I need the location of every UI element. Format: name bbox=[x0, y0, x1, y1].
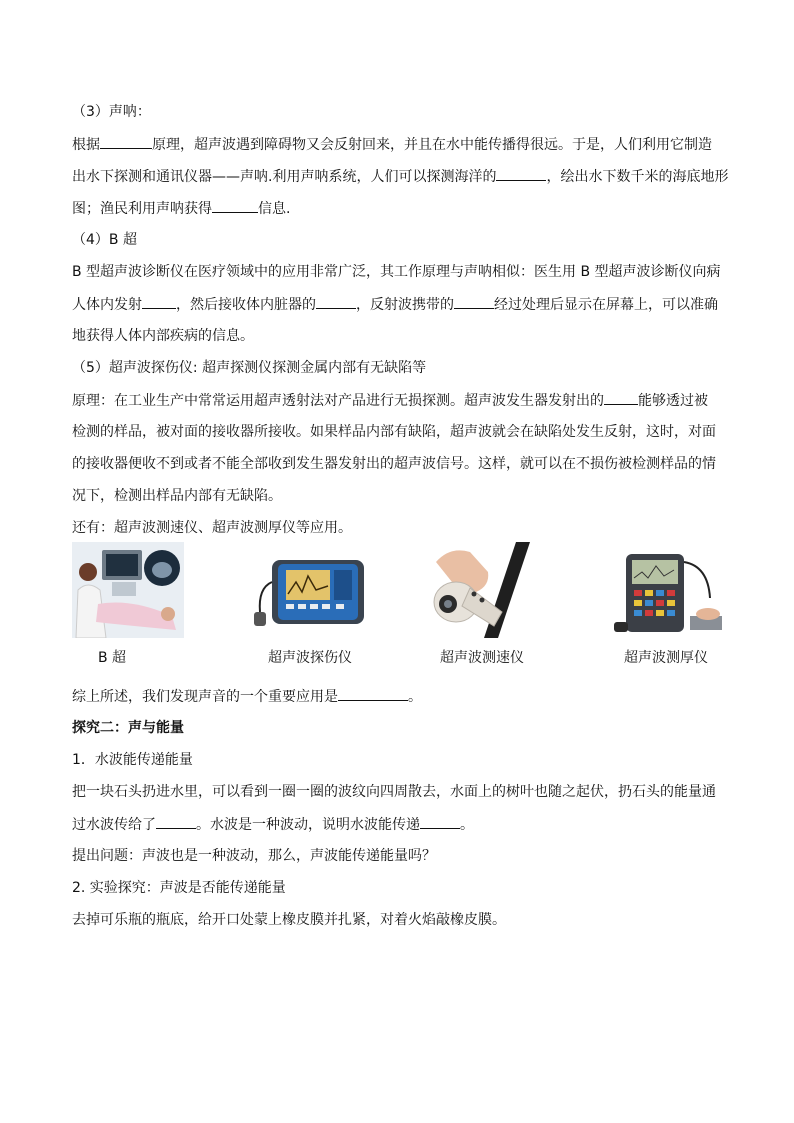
explore-2-item-2: 2. 实验探究：声波是否能传递能量 bbox=[72, 880, 286, 896]
answer-blank[interactable] bbox=[454, 294, 494, 309]
answer-blank[interactable] bbox=[604, 390, 638, 405]
section-5-paragraph-line-3: 的接收器便收不到或者不能全部收到发生器发射出的超声波信号。这样，就可以在不损伤被检测样品的情 bbox=[72, 456, 716, 472]
answer-blank[interactable] bbox=[338, 686, 408, 701]
section-3-paragraph-line-3: 图；渔民利用声呐获得 信息. bbox=[72, 198, 290, 219]
figure-caption: 超声波测厚仪 bbox=[624, 650, 708, 666]
flaw-detector-image bbox=[252, 542, 368, 638]
answer-blank[interactable] bbox=[420, 814, 460, 829]
speed-meter-image bbox=[426, 542, 538, 638]
section-4-paragraph-line-1: B 型超声波诊断仪在医疗领域中的应用非常广泛，其工作原理与声呐相似：医生用 B 型超声波诊断仪向病 bbox=[72, 264, 721, 280]
b-ultrasound-image bbox=[72, 542, 184, 638]
explore-2-paragraph-line-1: 把一块石头扔进水里，可以看到一圈一圈的波纹向四周散去，水面上的树叶也随之起伏，扔石头的能量通 bbox=[72, 784, 716, 800]
section-4-paragraph-line-2: 人体内发射 ，然后接收体内脏器的 ，反射波携带的 经过处理后显示在屏幕上，可以准确 bbox=[72, 294, 718, 315]
section-5-paragraph-line-4: 况下，检测出样品内部有无缺陷。 bbox=[72, 488, 282, 504]
figures-row bbox=[72, 542, 724, 682]
section-3-paragraph-line-2: 出水下探测和通讯仪器——声呐.利用声呐系统，人们可以探测海洋的 ，绘出水下数千米的海底地形 bbox=[72, 166, 728, 187]
section-4-heading: （4）B 超 bbox=[72, 232, 137, 248]
answer-blank[interactable] bbox=[142, 294, 176, 309]
answer-blank[interactable] bbox=[316, 294, 356, 309]
answer-blank[interactable] bbox=[496, 166, 546, 181]
figure-caption: 超声波测速仪 bbox=[440, 650, 524, 666]
explore-2-experiment: 去掉可乐瓶的瓶底，给开口处蒙上橡皮膜并扎紧，对着火焰敲橡皮膜。 bbox=[72, 912, 506, 928]
section-5-applications: 还有：超声波测速仪、超声波测厚仪等应用。 bbox=[72, 520, 352, 536]
answer-blank[interactable] bbox=[212, 198, 258, 213]
explore-2-item-1: 1．水波能传递能量 bbox=[72, 752, 193, 768]
section-5-heading: （5）超声波探伤仪: 超声探测仪探测金属内部有无缺陷等 bbox=[72, 360, 427, 376]
explore-2-paragraph-line-2: 过水波传给了 。水波是一种波动，说明水波能传递 。 bbox=[72, 814, 474, 835]
section-4-paragraph-line-3: 地获得人体内部疾病的信息。 bbox=[72, 328, 254, 344]
section-3-heading: （3）声呐： bbox=[72, 104, 151, 120]
answer-blank[interactable] bbox=[100, 134, 152, 149]
section-5-paragraph-line-2: 检测的样品，被对面的接收器所接收。如果样品内部有缺陷，超声波就会在缺陷处发生反射，这时，对面 bbox=[72, 424, 716, 440]
section-3-paragraph-line-1: 根据 原理，超声波遇到障碍物又会反射回来，并且在水中能传播得很远。于是，人们利用它制造 bbox=[72, 134, 712, 155]
figure-caption: B 超 bbox=[97, 650, 127, 666]
explore-2-title: 探究二：声与能量 bbox=[72, 720, 184, 736]
explore-2-question: 提出问题：声波也是一种波动，那么，声波能传递能量吗？ bbox=[72, 848, 436, 864]
answer-blank[interactable] bbox=[156, 814, 196, 829]
figure-caption: 超声波探伤仪 bbox=[268, 650, 352, 666]
section-5-paragraph-line-1: 原理：在工业生产中常常运用超声透射法对产品进行无损探测。超声波发生器发射出的 能够透过被 bbox=[72, 390, 708, 411]
thickness-gauge-image bbox=[612, 542, 724, 638]
summary-line: 综上所述，我们发现声音的一个重要应用是 。 bbox=[72, 686, 422, 707]
